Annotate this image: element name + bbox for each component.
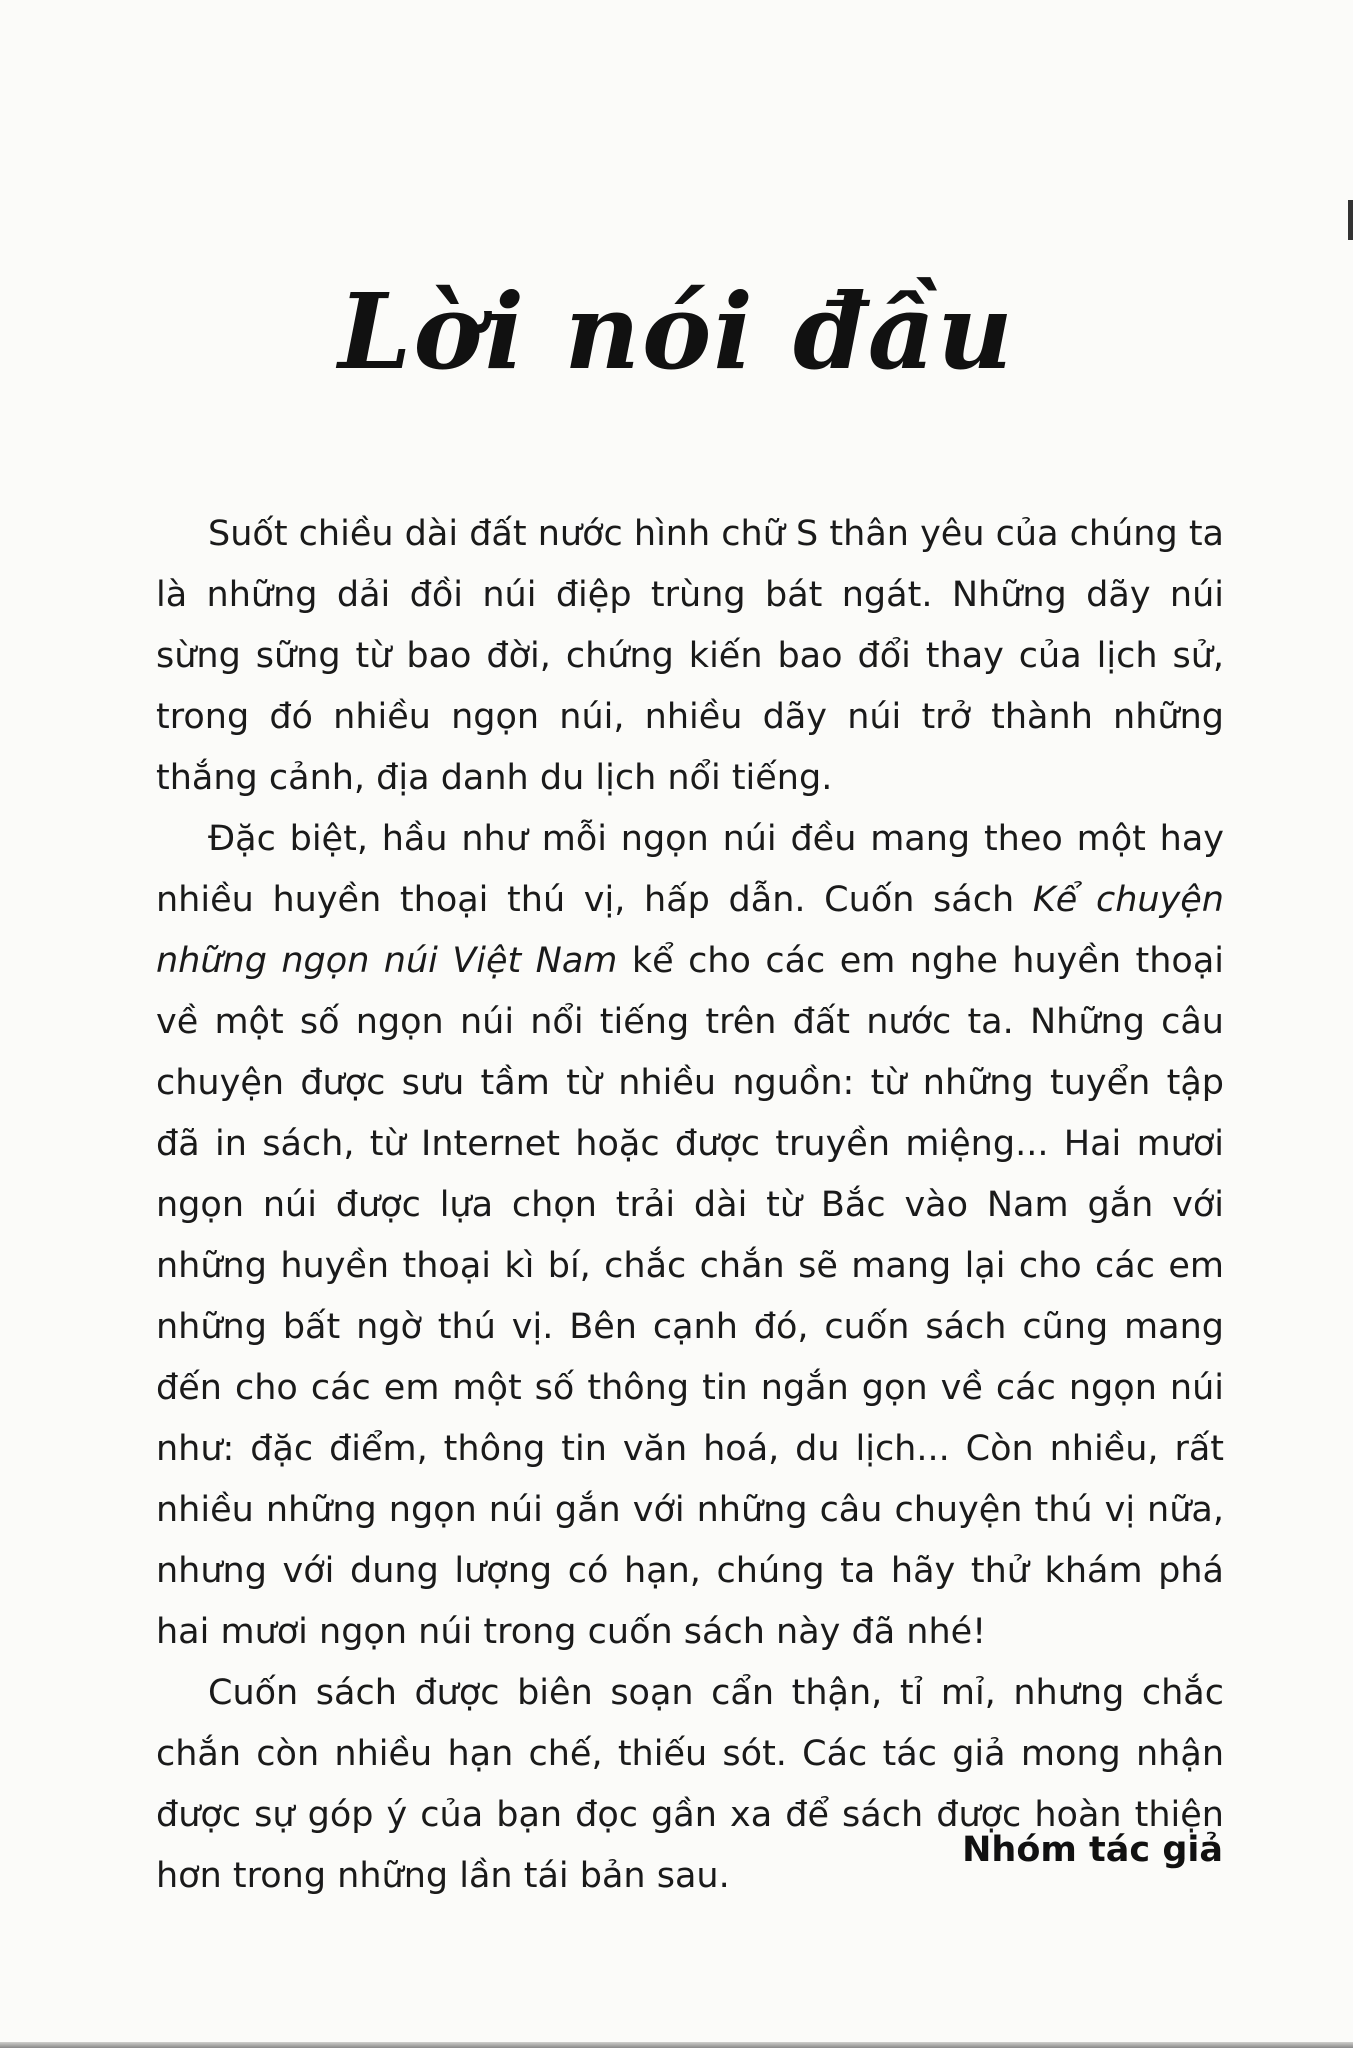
author-signature: Nhóm tác giả — [962, 1830, 1223, 1870]
paragraph-3: Cuốn sách được biên soạn cẩn thận, tỉ mỉ, nhưng chắc chắn còn nhiều hạn chế, thiếu sót. Các tác giả mong nhận được sự góp ý của bạn đọc gần xa để sách được hoàn thiện hơn trong những lần tái bản sau. — [156, 1673, 1224, 1896]
page-edge-mark — [1348, 200, 1353, 240]
preface-body — [156, 504, 1224, 1907]
page-bottom-edge — [0, 2042, 1353, 2048]
paragraph-2-text-after: kể cho các em nghe huyền thoại về một số ngọn núi nổi tiếng trên đất nước ta. Những câu chuyện được sưu tầm từ nhiều nguồn: từ những tuyển tập đã in sách, từ Internet hoặc được truyền miệng... Hai mươi ngọn núi được lựa chọn trải dài từ Bắc vào Nam gắn với những huyền thoại kì bí, chắc chắn sẽ mang lại cho các em những bất ngờ thú vị. Bên cạnh đó, cuốn sách cũng mang đến cho các em một số thông tin ngắn gọn về các ngọn núi như: đặc điểm, thông tin văn hoá, du lịch... Còn nhiều, rất nhiều những ngọn núi gắn với những câu chuyện thú vị nữa, nhưng với dung lượng có hạn, chúng ta hãy thử khám phá hai mươi ngọn núi trong cuốn sách này đã nhé! — [156, 941, 1225, 1652]
paragraph-1: Suốt chiều dài đất nước hình chữ S thân yêu của chúng ta là những dải đồi núi điệp trùng bát ngát. Những dãy núi sừng sững từ bao đời, chứng kiến bao đổi thay của lịch sử, trong đó nhiều ngọn núi, nhiều dãy núi trở thành những thắng cảnh, địa danh du lịch nổi tiếng. — [156, 514, 1224, 798]
book-title-italic: Kể chuyện những ngọn núi Việt Nam — [156, 880, 1224, 981]
page-title: Lời nói đầu — [338, 269, 1015, 393]
paragraph-2-text-before: Đặc biệt, hầu như mỗi ngọn núi đều mang theo một hay nhiều huyền thoại thú vị, hấp dẫn. Cuốn sách — [156, 819, 1224, 920]
paragraph-2 — [156, 809, 1224, 1663]
